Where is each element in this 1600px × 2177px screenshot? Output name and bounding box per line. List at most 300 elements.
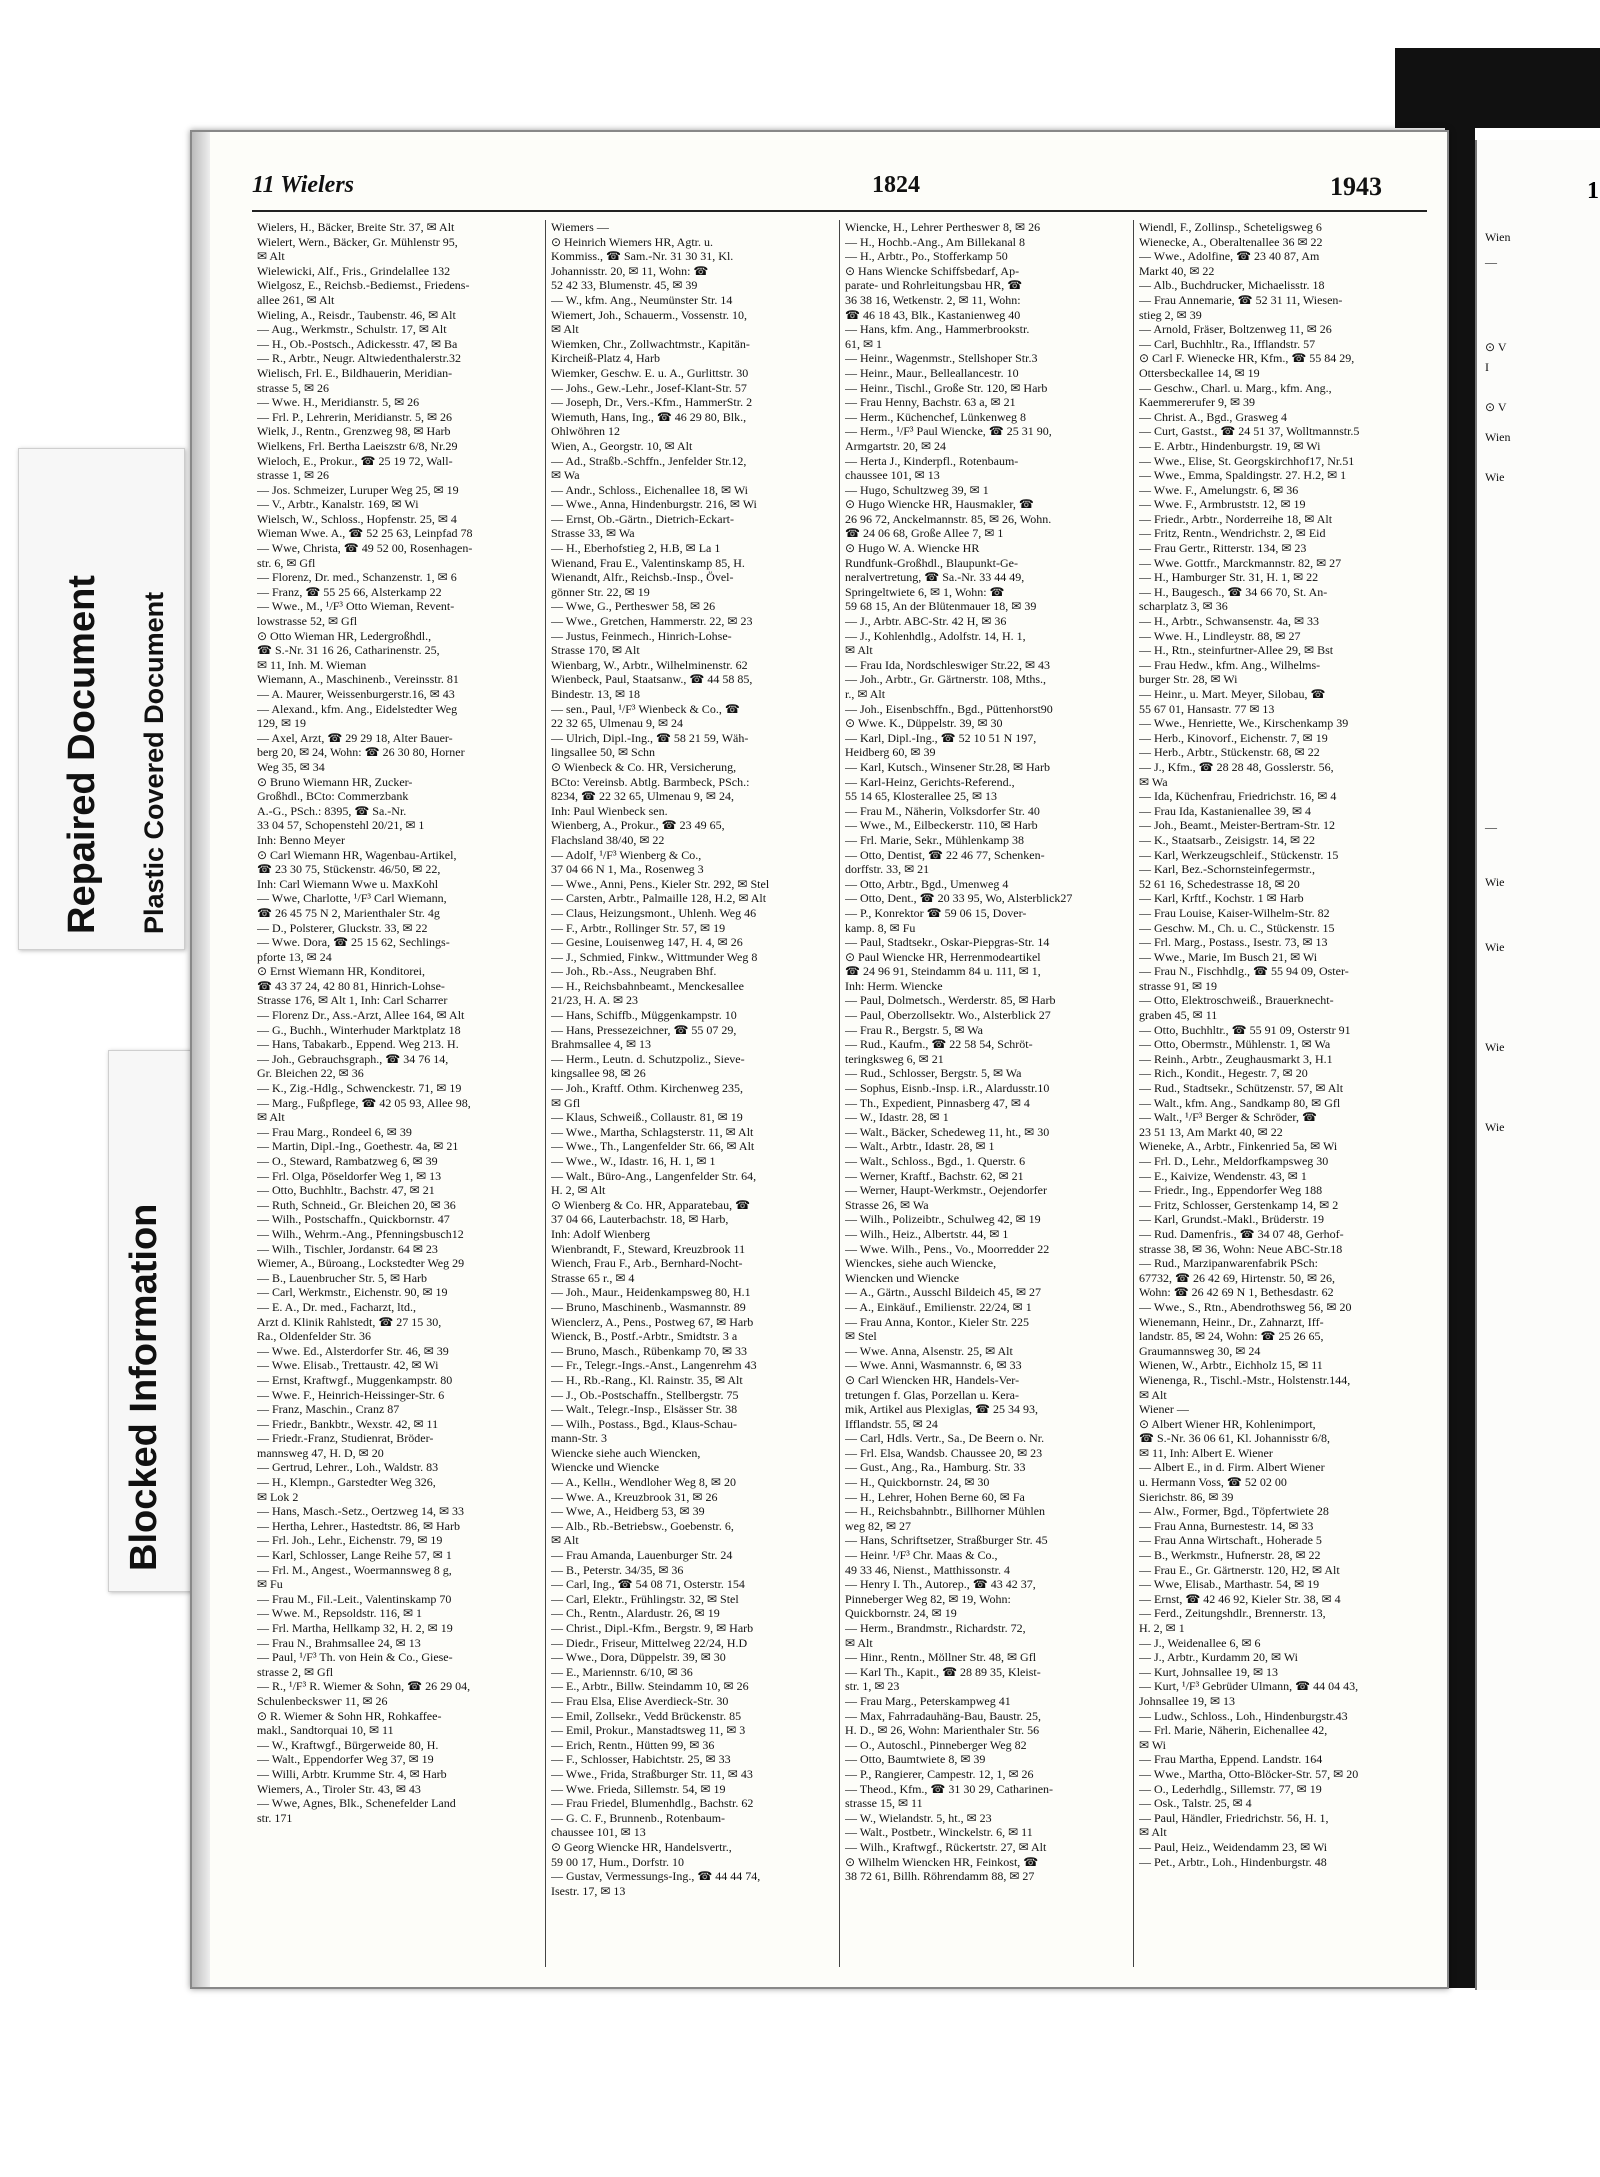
directory-entry-line: ✉ Lok 2 — [257, 1489, 299, 1504]
directory-entry-line: — Claus, Heizungsmont., Uhlenh. Weg 46 — [551, 905, 757, 920]
column-4 — [1134, 220, 1427, 1967]
directory-entry-line: ⊙ Hugo Wiencke HR, Hausmakler, ☎ — [845, 497, 1034, 512]
directory-entry-line: ✉ Fu — [257, 1577, 283, 1592]
directory-entry-line: ☎ 24 96 91, Steindamm 84 u. 111, ✉ 1, — [845, 964, 1041, 979]
directory-entry-line: Weg 35, ✉ 34 — [257, 759, 325, 774]
adjacent-page-line: Wie — [1485, 875, 1505, 889]
directory-entry-line: — Carl, Buchhltr., Ra., Ifflandstr. 57 — [1139, 336, 1316, 351]
directory-entry-line: — Erich, Rentn., Hütten 99, ✉ 36 — [551, 1737, 715, 1752]
directory-entry-line: ⊙ Hugo W. A. Wiencke HR — [845, 541, 980, 556]
directory-entry-line: — W., Kraftwgf., Bürgerweide 80, H. — [257, 1737, 439, 1752]
directory-entry-line: Inh: Paul Wienbeck sen. — [551, 803, 668, 818]
directory-entry-line: — Andr., Schloss., Eichenallee 18, ✉ Wi — [551, 482, 748, 497]
directory-entry-line: str. 6, ✉ Gfl — [257, 555, 316, 570]
directory-entry-line: — Ernst, Kraftwgf., Muggenkampstr. 80 — [257, 1372, 453, 1387]
directory-entry-line: 67732, ☎ 26 42 69, Hirtenstr. 50, ✉ 26, — [1139, 1270, 1335, 1285]
directory-entry-line: Wiemers — — [551, 220, 609, 234]
directory-entry-line: graben 45, ✉ 11 — [1139, 1008, 1218, 1023]
directory-entry-line: — Heinr., Wagenmstr., Stellshoper Str.3 — [845, 351, 1038, 366]
directory-entry-line: — Frl. Martha, Hellkamp 32, H. 2, ✉ 19 — [257, 1621, 453, 1635]
directory-entry-line: — Max, Fahrradauhäng-Bau, Baustr. 25, — [845, 1708, 1041, 1723]
directory-entry-line: 129, ✉ 19 — [257, 716, 307, 731]
directory-entry-line: makl., Sandtorquai 10, ✉ 11 — [257, 1723, 394, 1738]
directory-entry-line: — Curt, Gastst., ☎ 24 51 37, Wolltmannstr.5 — [1139, 424, 1360, 439]
page-number: 1824 — [872, 172, 920, 198]
directory-entry-line: — Rich., Kondit., Hegestr. 7, ✉ 20 — [1139, 1066, 1308, 1081]
directory-entry-line: — Wwe. Gottfr., Marckmannstr. 82, ✉ 27 — [1139, 555, 1342, 570]
directory-entry-line: strasse 38, ✉ 36, Wohn: Neue ABC-Str.18 — [1139, 1241, 1343, 1256]
directory-entry-line: — Wwe, Christa, ☎ 49 52 00, Rosenhagen- — [257, 541, 473, 556]
directory-entry-line: — Wwe. F., Heinrich-Heissinger-Str. 6 — [257, 1387, 445, 1402]
directory-entry-line: Strasse 26, ✉ Wa — [845, 1197, 929, 1212]
directory-entry-line: ☎ 23 30 75, Stückenstr. 46/50, ✉ 22, — [257, 862, 441, 877]
directory-entry-line: ✉ 11, Inh: Albert E. Wiener — [1139, 1445, 1273, 1460]
directory-entry-line: — Walt., Büro-Ang., Langenfelder Str. 64, — [551, 1168, 757, 1183]
directory-entry-line: ✉ Stel — [845, 1329, 877, 1344]
directory-entry-line: BCto: Vereinsb. Abtlg. Barmbeck, PSch.: — [551, 774, 750, 789]
directory-entry-line: Wienbeck, Paul, Staatsanw., ☎ 44 58 85, — [551, 672, 753, 687]
scan-corner-top-right — [1395, 48, 1600, 128]
directory-entry-line: 36 38 16, Wetkenstr. 2, ✉ 11, Wohn: — [845, 292, 1021, 307]
directory-entry-line: — Theod., Kfm., ☎ 31 30 29, Catharinen- — [845, 1781, 1054, 1796]
header-left: 11 Wielers — [252, 172, 355, 198]
directory-entry-line: Johannisstr. 20, ✉ 11, Wohn: ☎ — [551, 263, 709, 278]
directory-entry-line: Wien, A., Georgstr. 10, ✉ Alt — [551, 438, 693, 453]
directory-entry-line: ☎ 46 18 43, Blk., Kastanienweg 40 — [845, 307, 1021, 322]
directory-entry-line: — Walt., Postbetr., Winckelstr. 6, ✉ 11 — [845, 1825, 1033, 1840]
repaired-document-label: Repaired Document — [61, 575, 103, 934]
directory-entry-line: — Otto, Baumtwiete 8, ✉ 39 — [845, 1752, 986, 1767]
directory-entry-line: Flachsland 38/40, ✉ 22 — [551, 832, 665, 847]
directory-entry-line: — H., Lehrer, Hohen Berne 60, ✉ Fa — [845, 1489, 1025, 1504]
directory-entry-line: — Frau Friedel, Blumenhdlg., Bachstr. 62 — [551, 1796, 754, 1811]
directory-entry-line: — H., Hochb.-Ang., Am Billekanal 8 — [845, 234, 1025, 249]
directory-entry-line: — Otto, Dentist, ☎ 22 46 77, Schenken- — [845, 847, 1045, 862]
directory-entry-line: — Wilh., Kraftwgf., Rückertstr. 27, ✉ Alt — [845, 1839, 1047, 1854]
directory-entry-line: 49 33 46, Nienst., Matthissonstr. 4 — [845, 1562, 1011, 1577]
directory-entry-line: — Wwe. Anni, Wasmannstr. 6, ✉ 33 — [845, 1358, 1022, 1373]
directory-entry-line: Bindestr. 13, ✉ 18 — [551, 687, 641, 701]
directory-entry-line: H. 2, ✉ 1 — [1139, 1621, 1185, 1635]
directory-entry-line: — Pet., Arbtr., Loh., Hindenburgstr. 48 — [1139, 1854, 1327, 1869]
directory-entry-line: Wielewicki, Alf., Fris., Grindelallee 132 — [257, 263, 451, 278]
column-2 — [546, 220, 840, 1967]
directory-entry-line: — Wwe., Elise, St. Georgskirchhof17, Nr.51 — [1139, 453, 1355, 468]
directory-entry-line: 59 68 15, An der Blütenmauer 18, ✉ 39 — [845, 599, 1037, 614]
directory-entry-line: strasse 5, ✉ 26 — [257, 380, 330, 395]
directory-entry-line: — E., Kaivize, Wendenstr. 43, ✉ 1 — [1139, 1168, 1307, 1183]
directory-entry-line: — Wwe., Martha, Otto-Blöcker-Str. 57, ✉ 20 — [1139, 1766, 1359, 1781]
directory-entry-line: — Joh., Gebrauchsgraph., ☎ 34 76 14, — [257, 1051, 449, 1066]
directory-entry-line: ☎ 43 37 24, 42 80 81, Hinrich-Lohse- — [257, 978, 445, 993]
directory-entry-line: — Joh., Kraftf. Othm. Kirchenweg 235, — [551, 1081, 743, 1096]
directory-entry-line: — Paul, ¹/F³ Th. von Hein & Co., Giese- — [257, 1650, 453, 1665]
directory-entry-line: — Wwe, Agnes, Blk., Schenefelder Land — [257, 1796, 456, 1811]
directory-entry-line: Wienbarg, W., Arbtr., Wilhelminenstr. 62 — [551, 657, 748, 672]
adjacent-page-edge — [1475, 140, 1600, 1990]
directory-entry-line: — Paul, Oberzollsektr. Wo., Alsterblick 27 — [845, 1008, 1051, 1023]
directory-entry-line: Wienand, Frau E., Valentinskamp 85, H. — [551, 555, 745, 570]
directory-entry-line: Inh: Herm. Wiencke — [845, 978, 943, 993]
directory-entry-line: — Wwe, A., Heidberg 53, ✉ 39 — [551, 1504, 705, 1519]
directory-entry-line: — E., Arbtr., Billw. Steindamm 10, ✉ 26 — [551, 1679, 749, 1694]
directory-entry-line: — Herta J., Kinderpfl., Rotenbaum- — [845, 453, 1019, 468]
directory-entry-line: — Frau N., Fischhdlg., ☎ 55 94 09, Oster- — [1139, 964, 1349, 979]
directory-entry-line: — Wwe. M., Repsoldstr. 116, ✉ 1 — [257, 1606, 423, 1621]
directory-entry-line: ⊙ Carl Wiencken HR, Handels-Ver- — [845, 1372, 1020, 1387]
directory-entry-line: — Wwe. F., Amelungstr. 6, ✉ 36 — [1139, 482, 1299, 497]
directory-entry-line: u. Hermann Voss, ☎ 52 02 00 — [1139, 1475, 1287, 1490]
directory-entry-line: — J., Weidenallee 6, ✉ 6 — [1139, 1635, 1261, 1650]
directory-entry-line: — Otto, Obermstr., Mühlenstr. 1, ✉ Wa — [1139, 1037, 1331, 1052]
directory-entry-line: ✉ Alt — [845, 643, 873, 658]
directory-entry-line: 38 72 61, Billh. Röhrendamm 88, ✉ 27 — [845, 1869, 1035, 1884]
directory-entry-line: — Hans, Masch.-Setz., Oertzweg 14, ✉ 33 — [257, 1504, 465, 1519]
blocked-information-label-card — [108, 1050, 200, 1592]
directory-entry-line: — Herm., ¹/F³ Paul Wiencke, ☎ 25 31 90, — [845, 424, 1052, 439]
adjacent-page-line: Wie — [1485, 1120, 1505, 1134]
directory-entry-line: — Karl-Heinz, Gerichts-Referend., — [845, 774, 1015, 789]
directory-entry-line: dorffstr. 33, ✉ 21 — [845, 862, 930, 877]
directory-entry-line: — Wwe. Elisab., Trettaustr. 42, ✉ Wi — [257, 1358, 439, 1373]
directory-entry-line: ⊙ Bruno Wiemann HR, Zucker- — [257, 774, 413, 789]
directory-entry-line: H. 2, ✉ Alt — [551, 1183, 606, 1198]
blocked-information-label: Blocked Information — [123, 1203, 165, 1571]
directory-entry-line: ✉ 11, Inh. M. Wieman — [257, 657, 367, 672]
directory-entry-line: — Arnold, Fräser, Boltzenweg 11, ✉ 26 — [1139, 322, 1332, 337]
directory-entry-line: ✉ Wa — [551, 468, 580, 483]
directory-entry-line: neralvertretung, ☎ Sa.-Nr. 33 44 49, — [845, 570, 1025, 585]
directory-entry-line: — Adolf, ¹/F³ Wienberg & Co., — [551, 847, 702, 862]
directory-entry-line: Johnsallee 19, ✉ 13 — [1139, 1693, 1236, 1708]
directory-entry-line: — Frau Anna, Kontor., Kieler Str. 225 — [845, 1314, 1029, 1329]
directory-entry-line: — Frau R., Bergstr. 5, ✉ Wa — [845, 1022, 983, 1037]
directory-entry-line: pforte 13, ✉ 24 — [257, 949, 332, 964]
directory-entry-line: Wiemer, A., Büroang., Lockstedter Weg 29 — [257, 1256, 465, 1271]
directory-entry-line: — Frl. M., Angest., Woermannsweg 8 g, — [257, 1562, 452, 1577]
directory-entry-line: — Friedr., Arbtr., Norderreihe 18, ✉ Alt — [1139, 511, 1333, 526]
directory-entry-line: — Bruno, Masch., Rübenkamp 70, ✉ 33 — [551, 1343, 748, 1358]
directory-entry-line: — H., Reichsbahnbtr., Billhorner Mühlen — [845, 1504, 1045, 1519]
directory-entry-line: ⊙ Wienbeck & Co. HR, Versicherung, — [551, 759, 737, 774]
directory-entry-line: — Wwe, G., Pertheswег 58, ✉ 26 — [551, 599, 716, 614]
directory-entry-line: Wienclerz, A., Pens., Postweg 67, ✉ Harb — [551, 1314, 754, 1329]
directory-entry-line: — Hugo, Schultzweg 39, ✉ 1 — [845, 482, 989, 497]
directory-entry-line: — Frau Anna Wirtschaft., Hoherade 5 — [1139, 1533, 1322, 1548]
directory-entry-line: — Frl. P., Lehrerin, Meridianstr. 5, ✉ 26 — [257, 409, 453, 424]
directory-entry-line: lingsallee 50, ✉ Schn — [551, 745, 656, 760]
directory-entry-line: Wienecke, A., Oberaltenallee 36 ✉ 22 — [1139, 234, 1323, 249]
directory-entry-line: ✉ Wi — [1139, 1737, 1167, 1752]
directory-entry-line: ⊙ Wwe. K., Düppelstr. 39, ✉ 30 — [845, 716, 1003, 731]
directory-entry-line: ⊙ Wilhelm Wiencken HR, Feinkost, ☎ — [845, 1854, 1039, 1869]
directory-entry-line: A.-G., PSch.: 8395, ☎ Sa.-Nr. — [257, 803, 407, 818]
directory-entry-line: — Heinr., Maur., Belleallancestr. 10 — [845, 365, 1019, 380]
directory-entry-line: str. 1, ✉ 23 — [845, 1679, 900, 1694]
directory-entry-line: 26 96 72, Anckelmannstr. 85, ✉ 26, Wohn. — [845, 511, 1052, 526]
directory-entry-line: — Ulrich, Dipl.-Ing., ☎ 58 21 59, Wäh- — [551, 730, 749, 745]
directory-entry-line: — Ferd., Zeitungshdlr., Brennerstr. 13, — [1139, 1606, 1326, 1621]
adjacent-page-line: ⊙ V — [1485, 340, 1507, 354]
directory-entry-line: strasse 2, ✉ Gfl — [257, 1664, 334, 1679]
directory-entry-line: — F., Arbtr., Rollinger Str. 57, ✉ 19 — [551, 920, 726, 935]
directory-entry-line: — J., Arbtr., Kurdamm 20, ✉ Wi — [1139, 1650, 1299, 1665]
directory-entry-line: — Justus, Feinmech., Hinrich-Lohse- — [551, 628, 732, 643]
directory-entry-line: ⊙ Hans Wiencke Schiffsbedarf, Ap- — [845, 263, 1020, 278]
header-year: 1943 — [1330, 172, 1382, 201]
directory-entry-line: — Ernst, ☎ 42 46 92, Kieler Str. 38, ✉ 4 — [1139, 1591, 1341, 1606]
directory-entry-line: — Karl, Dipl.-Ing., ☎ 52 10 51 N 197, — [845, 730, 1037, 745]
directory-entry-line: — Emil, Prokur., Manstadtsweg 11, ✉ 3 — [551, 1723, 746, 1738]
directory-entry-line: ✉ Alt — [257, 249, 285, 264]
directory-entry-line: — Paul, Stadtsekr., Oskar-Piepgras-Str. 14 — [845, 935, 1050, 950]
directory-entry-line: — Fr., Telegr.-Ings.-Anst., Langenrehm 43 — [551, 1358, 757, 1373]
directory-entry-line: — Kurt, Johnsallee 19, ✉ 13 — [1139, 1664, 1279, 1679]
directory-entry-line: — Hans, kfm. Ang., Hammerbrookstr. — [845, 322, 1030, 337]
directory-entry-line: — Wwe., Dora, Düppelstr. 39, ✉ 30 — [551, 1650, 726, 1665]
directory-entry-line: — Wilh., Polizeibtr., Schulweg 42, ✉ 19 — [845, 1212, 1041, 1227]
directory-entry-line: Kaemmererufer 9, ✉ 39 — [1139, 395, 1256, 410]
directory-entry-line: Wielers, H., Bäcker, Breite Str. 37, ✉ Alt — [257, 220, 455, 234]
directory-entry-line: — Carl, Hdls. Vertr., Sa., De Beern o. Nr. — [845, 1431, 1045, 1446]
directory-entry-line: — Martin, Dipl.-Ing., Goethestr. 4a, ✉ 21 — [257, 1139, 459, 1154]
directory-entry-line: — Alb., Buchdrucker, Michaelisstr. 18 — [1139, 278, 1325, 293]
directory-entry-line: — H., Ob.-Postsch., Adickesstr. 47, ✉ Ba — [257, 336, 458, 351]
directory-entry-line: — Frl. Olga, Pöseldorfer Weg 1, ✉ 13 — [257, 1168, 442, 1183]
directory-entry-line: — Bruno, Maschinenb., Wasmannstr. 89 — [551, 1299, 746, 1314]
directory-entry-line: — Otto, Buchhltr., ☎ 55 91 09, Osterstr 91 — [1139, 1022, 1351, 1037]
scan-edge-right — [1445, 128, 1475, 1988]
directory-entry-line: — Walt., ¹/F³ Berger & Schröder, ☎ — [1139, 1110, 1317, 1125]
directory-entry-line: Wieling, A., Reisdr., Taubenstr. 46, ✉ Alt — [257, 307, 456, 322]
directory-entry-line: — P., Konrektor ☎ 59 06 15, Dover- — [845, 905, 1027, 920]
directory-entry-line: — Otto, Buchhltr., Bachstr. 47, ✉ 21 — [257, 1183, 435, 1198]
directory-entry-line: gönner Str. 22, ✉ 19 — [551, 584, 650, 599]
directory-entry-line: Ottersbeckallee 14, ✉ 19 — [1139, 365, 1260, 380]
directory-entry-line: — Frau Elsa, Elise Averdieck-Str. 30 — [551, 1693, 729, 1708]
directory-entry-line: landstr. 85, ✉ 24, Wohn: ☎ 25 26 65, — [1139, 1329, 1324, 1344]
directory-entry-line: — Henry I. Th., Autorep., ☎ 43 42 37, — [845, 1577, 1036, 1592]
adjacent-page-line: Wie — [1485, 1040, 1505, 1054]
directory-entry-line: — Walt., Telegr.-Insp., Elsässer Str. 38 — [551, 1402, 738, 1417]
directory-entry-line: — Wilh., Wehrm.-Ang., Pfenningsbusch12 — [257, 1226, 464, 1241]
directory-entry-line: — Wwe., Marie, Im Busch 21, ✉ Wi — [1139, 949, 1318, 964]
directory-entry-line: Wiencke und Wiencke — [551, 1460, 660, 1475]
directory-entry-line: — Osk., Talstr. 25, ✉ 4 — [1139, 1796, 1252, 1811]
directory-entry-line: — Fritz, Schlosser, Gerstenkamp 14, ✉ 2 — [1139, 1197, 1339, 1212]
directory-entry-line: — Willi, Arbtr. Krumme Str. 4, ✉ Harb — [257, 1766, 447, 1781]
directory-entry-line: — Alexand., kfm. Ang., Eidelstedter Weg — [257, 701, 458, 716]
directory-entry-line: — Rud., Stadtsekr., Schützenstr. 57, ✉ Alt — [1139, 1081, 1344, 1096]
directory-entry-line: — H., Rtn., steinfurtner-Allee 29, ✉ Bst — [1139, 643, 1334, 658]
directory-entry-line: Wiemuth, Hans, Ing., ☎ 46 29 80, Blk., — [551, 409, 747, 424]
directory-entry-line: — J., Schmied, Finkw., Wittmunder Weg 8 — [551, 949, 758, 964]
directory-entry-line: — W., kfm. Ang., Neumünster Str. 14 — [551, 292, 733, 307]
directory-entry-line: 33 04 57, Schopenstehl 20/21, ✉ 1 — [257, 818, 425, 833]
directory-entry-line: Wieman Wwe. A., ☎ 52 25 63, Leinpfad 78 — [257, 526, 473, 541]
directory-entry-line: ⊙ Carl F. Wienecke HR, Kfm., ☎ 55 84 29, — [1139, 351, 1355, 366]
directory-entry-line: — B., Lauenbrucher Str. 5, ✉ Harb — [257, 1270, 428, 1285]
directory-entry-line: scharplatz 3, ✉ 36 — [1139, 599, 1228, 614]
directory-entry-line: allee 261, ✉ Alt — [257, 292, 335, 307]
directory-entry-line: Kircheiß-Platz 4, Harb — [551, 351, 660, 366]
directory-entry-line: Wienbrandt, F., Steward, Kreuzbrook 11 — [551, 1241, 746, 1256]
directory-entry-line: — Gertrud, Lehrer., Loh., Waldstr. 83 — [257, 1460, 439, 1475]
directory-entry-line: — Frau Annemarie, ☎ 52 31 11, Wiesen- — [1139, 292, 1343, 307]
directory-entry-line: Inh: Benno Meyer — [257, 832, 345, 847]
directory-entry-line: — D., Polsterer, Gluckstr. 33, ✉ 22 — [257, 920, 428, 935]
directory-entry-line: ⊙ Albert Wiener HR, Kohlenimport, — [1139, 1416, 1316, 1431]
directory-entry-line: ☎ S.-Nr. 36 06 61, Kl. Johannisstr 6/8, — [1139, 1431, 1330, 1446]
directory-entry-line: — Friedr.-Franz, Studienrat, Bröder- — [257, 1431, 434, 1446]
directory-entry-line: — Franz, Maschin., Cranz 87 — [257, 1402, 400, 1417]
directory-entry-line: — G., Buchh., Winterhuder Marktplatz 18 — [257, 1022, 461, 1037]
adjacent-page-line: Wien — [1485, 230, 1511, 244]
directory-entry-line: — H., Klempn., Garstedter Weg 326, — [257, 1475, 436, 1490]
plastic-covered-document-label: Plastic Covered Document — [139, 591, 169, 934]
directory-entry-line: r., ✉ Alt — [845, 687, 886, 701]
directory-entry-line: Wienandt, Alfr., Reichsb.-Insp., Övel- — [551, 570, 734, 585]
directory-entry-line: str. 171 — [257, 1810, 293, 1825]
directory-entry-line: ✉ Alt — [551, 322, 579, 337]
directory-entry-line: mann-Str. 3 — [551, 1431, 607, 1446]
directory-entry-line: Wielisch, Frl. E., Bildhauerin, Meridian- — [257, 365, 453, 380]
directory-entry-line: — Joh., Rb.-Ass., Neugraben Bhf. — [551, 964, 717, 979]
directory-entry-line: — R., Arbtr., Neugr. Altwiedenthalerstr.32 — [257, 351, 461, 366]
directory-entry-line: Pinneberger Weg 82, ✉ 19, Wohn: — [845, 1591, 1011, 1606]
directory-entry-line: ☎ S.-Nr. 31 16 26, Catharinenstr. 25, — [257, 643, 440, 658]
directory-entry-line: — Ch., Rentn., Alardustr. 26, ✉ 19 — [551, 1606, 720, 1621]
adjacent-page-line: — — [1485, 820, 1497, 834]
directory-entry-line: mik, Artikel aus Plexiglas, ☎ 25 34 93, — [845, 1402, 1038, 1417]
directory-entry-line: — Karl, Kutsch., Winsener Str.28, ✉ Harb — [845, 759, 1050, 774]
directory-entry-line: — Joh., Beamt., Meister-Bertram-Str. 12 — [1139, 818, 1336, 833]
directory-entry-line: — O., Steward, Rambatzweg 6, ✉ 39 — [257, 1154, 438, 1168]
page-binding-edge — [192, 132, 210, 1987]
directory-entry-line: Wiemann, A., Maschinenb., Vereinsstr. 81 — [257, 672, 459, 687]
directory-entry-line: — Geschw., Charl. u. Marg., kfm. Ang., — [1139, 380, 1332, 395]
directory-entry-line: — Karl, Grundst.-Makl., Brüderstr. 19 — [1139, 1212, 1324, 1227]
directory-entry-line: mannsweg 47, H. D, ✉ 20 — [257, 1445, 384, 1460]
adjacent-page-line: — — [1485, 255, 1497, 269]
directory-entry-line: — G. C. F., Brunnenb., Rotenbaum- — [551, 1810, 726, 1825]
directory-entry-line: — Frau Louise, Kaiser-Wilhelm-Str. 82 — [1139, 905, 1330, 920]
directory-entry-line: — H., Reichsbahnbeamt., Menckesallee — [551, 978, 744, 993]
adjacent-page-line: Wien — [1485, 430, 1511, 444]
directory-entry-line: ⊙ Carl Wiemann HR, Wagenbau-Artikel, — [257, 847, 457, 862]
directory-entry-line: Ohlwöhren 12 — [551, 424, 620, 439]
directory-entry-line: — Hinr., Rentn., Möllner Str. 48, ✉ Gfl — [845, 1650, 1037, 1665]
directory-entry-line: — Th., Expedient, Pinnasberg 47, ✉ 4 — [845, 1095, 1030, 1110]
directory-entry-line: — Paul, Dolmetsch., Werderstr. 85, ✉ Harb — [845, 993, 1056, 1008]
directory-entry-line: — sen., Paul, ¹/F³ Wienbeck & Co., ☎ — [551, 701, 740, 716]
directory-entry-line: kamp. 8, ✉ Fu — [845, 920, 916, 935]
directory-entry-line: — Wwe., Martha, Schlagsterstr. 11, ✉ Alt — [551, 1124, 754, 1139]
directory-entry-line: — Florenz Dr., Ass.-Arzt, Allee 164, ✉ Alt — [257, 1008, 465, 1023]
directory-entry-line: — Karl, Werkzeugschleif., Stückenstr. 15 — [1139, 847, 1339, 862]
directory-entry-line: — Walt., Arbtr., Idastr. 28, ✉ 1 — [845, 1139, 995, 1154]
directory-entry-line: — B., Peterstr. 34/35, ✉ 36 — [551, 1562, 684, 1577]
column-1 — [252, 220, 546, 1967]
directory-entry-line: — Wwe., M., ¹/F³ Otto Wieman, Revent- — [257, 599, 455, 614]
directory-entry-line: chaussee 101, ✉ 13 — [551, 1825, 646, 1840]
directory-entry-line: — Frau Ida, Nordschleswiger Str.22, ✉ 43 — [845, 657, 1051, 672]
directory-entry-line: Heidberg 60, ✉ 39 — [845, 745, 936, 760]
directory-entry-line: — Wwe. Ed., Alsterdorfer Str. 46, ✉ 39 — [257, 1343, 449, 1358]
directory-entry-line: — R., ¹/F³ R. Wiemer & Sohn, ☎ 26 29 04, — [257, 1679, 471, 1694]
directory-entry-line: — Wilh., Postschaffn., Quickbornstr. 47 — [257, 1212, 450, 1227]
directory-entry-line: — Wwe. F., Armbruststr. 12, ✉ 19 — [1139, 497, 1306, 512]
directory-entry-line: ✉ Alt — [257, 1110, 285, 1125]
directory-entry-line: — Frau Amanda, Lauenburger Str. 24 — [551, 1548, 733, 1563]
directory-entry-line: — Rud., Marzipanwarenfabrik PSch: — [1139, 1256, 1318, 1271]
directory-entry-line: — Wwe. A., Kreuzbrook 31, ✉ 26 — [551, 1489, 718, 1504]
directory-entry-line: — Frl. Marie, Sekr., Mühlenkamp 38 — [845, 832, 1024, 847]
directory-entry-line: — Hans, Tabakarb., Eppend. Weg 213. H. — [257, 1037, 459, 1052]
directory-entry-line: — Heinr. ¹/F³ Chr. Maas & Co., — [845, 1548, 998, 1563]
directory-entry-line: — Ludw., Schloss., Loh., Hindenburgstr.43 — [1139, 1708, 1348, 1723]
directory-entry-line: — K., Zig.-Hdlg., Schwenckestr. 71, ✉ 19 — [257, 1081, 462, 1096]
directory-entry-line: Rundfunk-Großhdl., Blaupunkt-Ge- — [845, 555, 1018, 570]
directory-entry-line: strasse 1, ✉ 26 — [257, 468, 330, 483]
directory-entry-line: — O., Lederhdlg., Sillemstr. 77, ✉ 19 — [1139, 1781, 1322, 1796]
directory-entry-line: weg 82, ✉ 27 — [845, 1518, 912, 1533]
directory-entry-line: — Frau Martha, Eppend. Landstr. 164 — [1139, 1752, 1323, 1767]
directory-entry-line: ⊙ R. Wiemer & Sohn HR, Rohkaffee- — [257, 1708, 442, 1723]
directory-entry-line: 37 04 66, Lauterbachstr. 18, ✉ Harb, — [551, 1212, 729, 1227]
directory-entry-line: Wiemers, A., Tiroler Str. 43, ✉ 43 — [257, 1781, 421, 1796]
directory-entry-line: — Wwe, Elisab., Marthastr. 54, ✉ 19 — [1139, 1577, 1320, 1592]
directory-entry-line: ⊙ Heinrich Wiemers HR, Agtr. u. — [551, 234, 713, 249]
directory-entry-line: — W., Idastr. 28, ✉ 1 — [845, 1110, 949, 1125]
directory-entry-line: — Otto, Arbtr., Bgd., Umenweg 4 — [845, 876, 1009, 891]
directory-entry-line: Wiemker, Geschw. E. u. A., Gurlittstr. 30 — [551, 365, 749, 380]
directory-entry-line: — Kurt, ¹/F³ Gebrüder Ulmann, ☎ 44 04 43, — [1139, 1679, 1359, 1694]
directory-entry-line: chaussee 101, ✉ 13 — [845, 468, 940, 483]
directory-entry-line: Großhdl., BCto: Commerzbank — [257, 789, 409, 804]
adjacent-page-line: ⊙ V — [1485, 400, 1507, 414]
directory-entry-line: — Herm., Küchenchef, Lünkenweg 8 — [845, 409, 1026, 424]
directory-entry-line: — Frl. D., Lehr., Meldorfkampsweg 30 — [1139, 1154, 1329, 1168]
directory-entry-line: — Gesine, Louisenweg 147, H. 4, ✉ 26 — [551, 935, 743, 950]
directory-entry-line: Armgartstr. 20, ✉ 24 — [845, 438, 947, 453]
directory-entry-line: strasse 15, ✉ 11 — [845, 1796, 923, 1811]
directory-entry-line: — Wwe., Th., Langenfelder Str. 66, ✉ Alt — [551, 1139, 755, 1154]
directory-entry-line: ✉ Alt — [1139, 1387, 1167, 1402]
directory-entry-line: — Ruth, Schneid., Gr. Bleichen 20, ✉ 36 — [257, 1197, 456, 1212]
directory-entry-line: — Rud., Schlosser, Bergstr. 5, ✉ Wa — [845, 1066, 1022, 1081]
directory-entry-line: — Gustav, Vermessungs-Ing., ☎ 44 44 74, — [551, 1869, 761, 1884]
directory-entry-line: — Frau Anna, Burnestestr. 14, ✉ 33 — [1139, 1518, 1314, 1533]
directory-entry-line: Inh: Adolf Wienberg — [551, 1226, 651, 1241]
directory-entry-line: ⊙ Ernst Wiemann HR, Konditorei, — [257, 964, 425, 979]
directory-entry-line: Wiemken, Chr., Zollwachtmstr., Kapitän- — [551, 336, 750, 351]
directory-entry-line: ⊙ Otto Wieman HR, Ledergroßhdl., — [257, 628, 432, 643]
directory-entry-line: Wiener — — [1139, 1402, 1189, 1417]
directory-entry-line: stieg 2, ✉ 39 — [1139, 307, 1202, 322]
directory-entry-line: ✉ Gfl — [551, 1095, 581, 1110]
directory-entry-line: — Wwe. Dora, ☎ 25 15 62, Sechlings- — [257, 935, 450, 950]
directory-entry-line: — Frau Ida, Kastanienallee 39, ✉ 4 — [1139, 803, 1312, 818]
directory-page — [190, 130, 1449, 1989]
directory-entry-line: — Paul, Händler, Friedrichstr. 56, H. 1, — [1139, 1810, 1329, 1825]
directory-entry-line: ⊙ Georg Wiencke HR, Handelsvertr., — [551, 1839, 732, 1854]
directory-entry-line: — Wwe. H., Lindleystr. 88, ✉ 27 — [1139, 628, 1301, 643]
directory-entry-line: — Alb., Rb.-Betriebsw., Goebenstr. 6, — [551, 1518, 734, 1533]
directory-entry-line: Graumannsweg 30, ✉ 24 — [1139, 1343, 1261, 1358]
directory-entry-line: — Karl, Krftf., Kochstr. 1 ✉ Harb — [1139, 891, 1304, 906]
directory-entry-line: — Walt., Schloss., Bgd., 1. Querstr. 6 — [845, 1154, 1026, 1168]
